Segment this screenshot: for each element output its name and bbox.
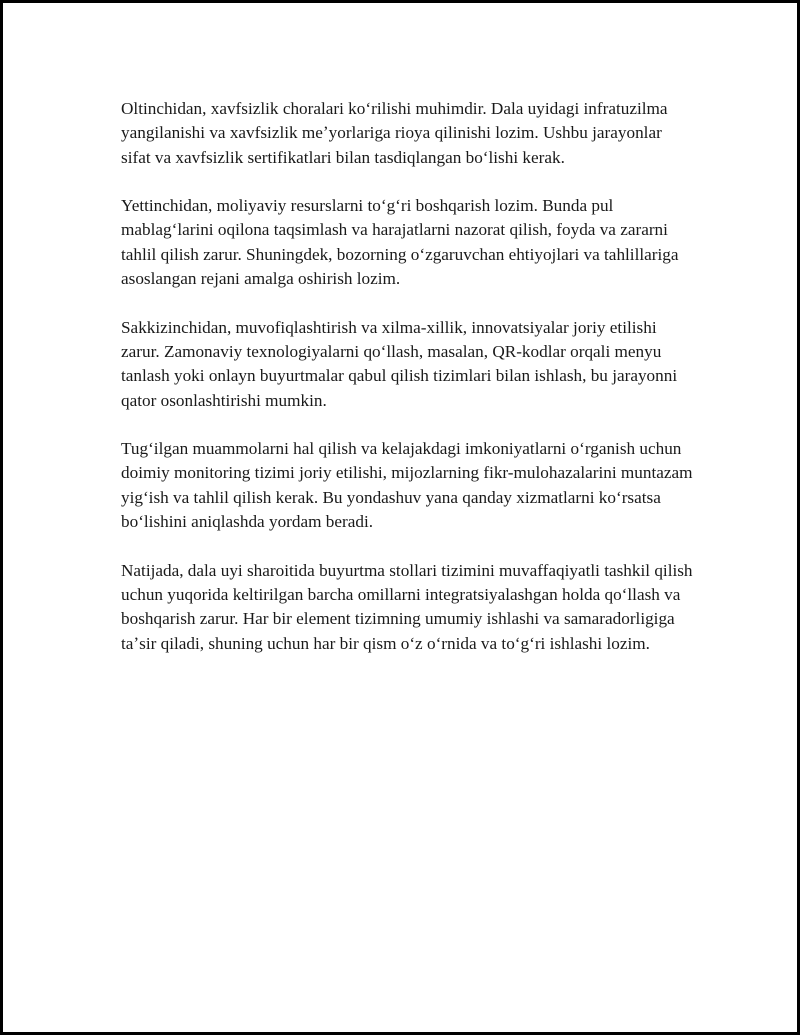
paragraph-2: Yettinchidan, moliyaviy resurslarni toʻgʻri boshqarish lozim. Bunda pul mablagʻlarini oqilona taqsimlash va harajatlarni nazorat qilish, foyda va zararni tahlil qilish zarur. Shuningdek, bozorning oʻzgaruvchan ehtiyojlari va tahlillariga asoslangan rejani amalga oshirish lozim. <box>121 196 679 289</box>
document-body <box>121 97 693 680</box>
paragraph-5: Natijada, dala uyi sharoitida buyurtma stollari tizimini muvaffaqiyatli tashkil qilish uchun yuqorida keltirilgan barcha omillarni integratsiyalashgan holda qoʻllash va boshqarish zarur. Har bir element tizimning umumiy ishlashi va samaradorligiga taʼsir qiladi, shuning uchun har bir qism oʻz oʻrnida va toʻgʻri ishlashi lozim. <box>121 560 693 653</box>
paragraph-1: Oltinchidan, xavfsizlik choralari koʻrilishi muhimdir. Dala uyidagi infratuzilma yangilanishi va xavfsizlik meʼyorlariga rioya qilinishi lozim. Ushbu jarayonlar sifat va xavfsizlik sertifikatlari bilan tasdiqlangan boʻlishi kerak. <box>121 99 668 167</box>
paragraph-3: Sakkizinchidan, muvofiqlashtirish va xilma-xillik, innovatsiyalar joriy etilishi zarur. Zamonaviy texnologiyalarni qoʻllash, masalan, QR-kodlar orqali menyu tanlash yoki onlayn buyurtmalar qabul qilish tizimlari bilan ishlash, bu jarayonni qator osonlashtirishi mumkin. <box>121 317 678 410</box>
paragraph-4: Tugʻilgan muammolarni hal qilish va kelajakdagi imkoniyatlarni oʻrganish uchun doimiy monitoring tizimi joriy etilishi, mijozlarning fikr-mulohazalarini muntazam yigʻish va tahlil qilish kerak. Bu yondashuv yana qanday xizmatlarni koʻrsatsa boʻlishini aniqlashda yordam beradi. <box>121 439 693 532</box>
